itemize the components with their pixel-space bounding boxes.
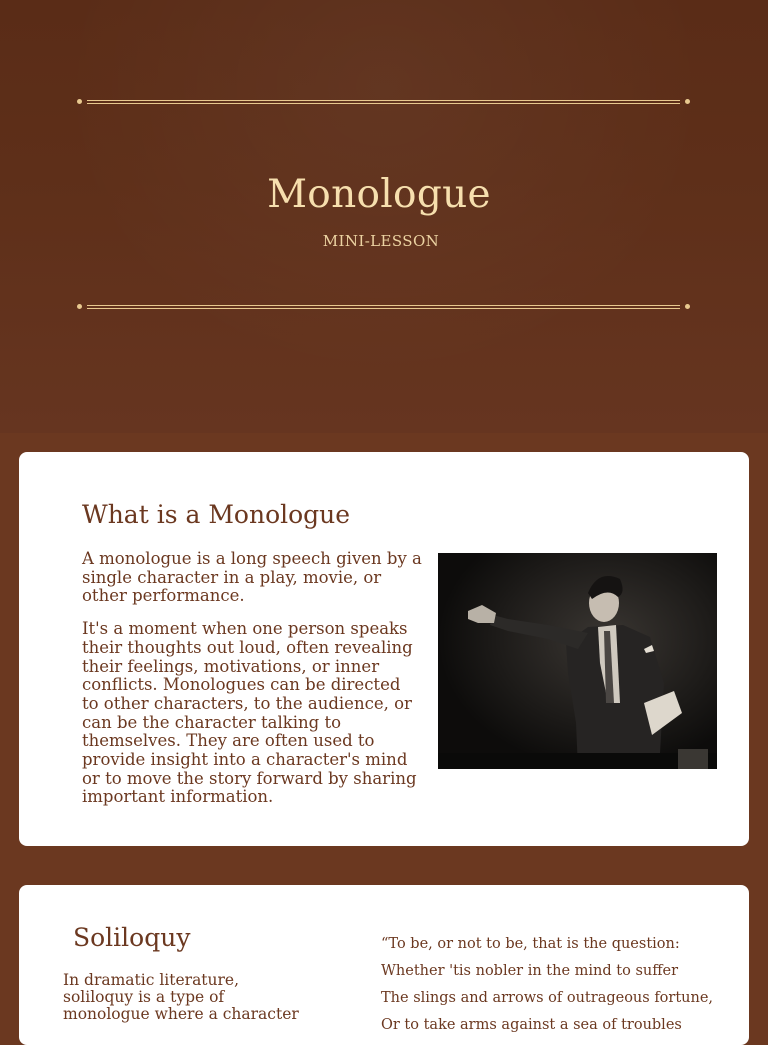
presentation-subtitle: MINI-LESSON	[322, 232, 440, 250]
quote-line: “To be, or not to be, that is the question:	[381, 936, 680, 952]
slide-heading: Soliloquy	[73, 923, 191, 952]
paragraph: A monologue is a long speech given by a single character in a play, movie, or other performance.	[82, 549, 422, 606]
top-double-rule	[79, 100, 688, 105]
bottom-double-rule	[79, 305, 688, 310]
rule-dot	[77, 99, 82, 104]
title-slide	[0, 0, 768, 433]
actor-performing-photo	[438, 553, 717, 769]
rule-dot	[77, 304, 82, 309]
paragraph: It's a moment when one person speaks their thoughts out loud, often revealing their feelings, motivations, or inner conflicts. Monologues can be directed to other characters, to the audience, or can be the character talking to themselves. They are often used to provide insight into a character's mind or to move the story forward by sharing important information.	[82, 619, 417, 807]
slide-body	[82, 550, 422, 821]
slide-what-is-monologue[interactable]	[19, 452, 749, 846]
presentation-title: Monologue	[267, 172, 491, 217]
rule-dot	[685, 99, 690, 104]
quote-line: Whether 'tis nobler in the mind to suffer	[381, 963, 679, 979]
quote-line: Or to take arms against a sea of troubles	[381, 1017, 682, 1033]
quote-line: The slings and arrows of outrageous fortune,	[381, 990, 714, 1006]
slide-body: In dramatic literature, soliloquy is a type of monologue where a character	[63, 971, 299, 1023]
actor-silhouette-image	[438, 553, 717, 769]
slide-heading: What is a Monologue	[82, 500, 351, 529]
slide-soliloquy[interactable]	[19, 885, 749, 1045]
hamlet-quote	[381, 931, 713, 1039]
rule-dot	[685, 304, 690, 309]
